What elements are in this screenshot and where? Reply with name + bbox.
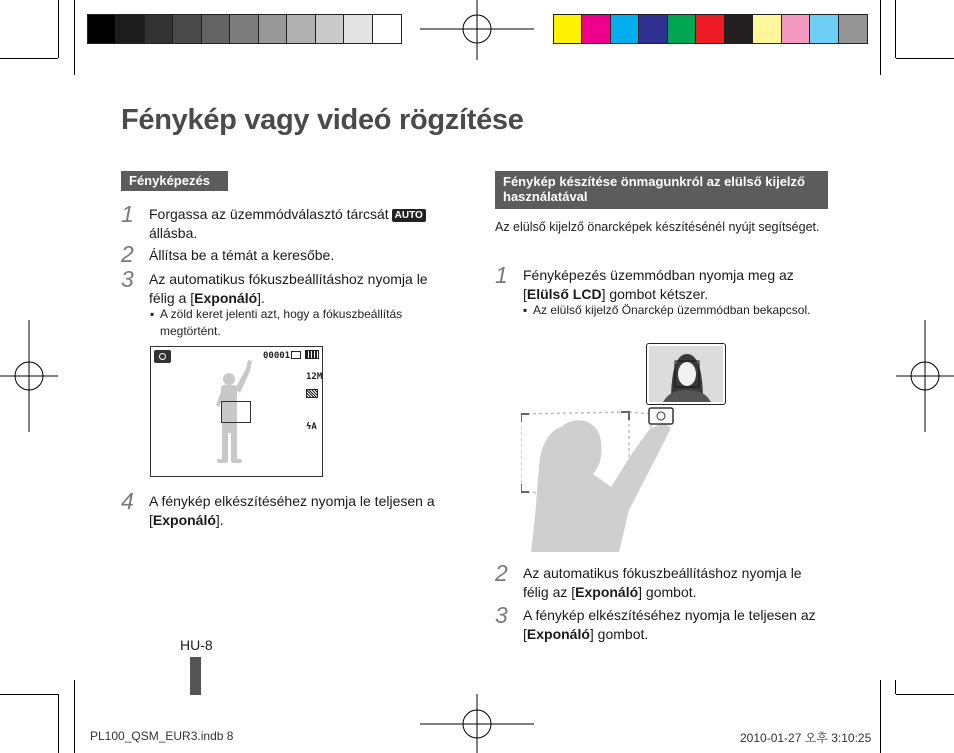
auto-mode-icon: AUTO <box>392 209 426 222</box>
gray-swatch <box>373 15 401 43</box>
gray-swatch <box>316 15 344 43</box>
step-number: 2 <box>495 560 508 586</box>
gray-swatch <box>145 15 173 43</box>
image-size-icon: 12M <box>306 372 323 382</box>
color-swatch <box>668 15 696 43</box>
step-number: 4 <box>121 488 134 514</box>
step-4-text: A fénykép elkészítéséhez nyomja le teljesen a [Exponáló]. <box>149 493 435 528</box>
grayscale-calibration-bar <box>87 14 402 44</box>
color-swatch <box>582 15 610 43</box>
color-calibration-bar <box>553 14 868 44</box>
selfportrait-face-preview <box>647 344 725 404</box>
focus-frame <box>221 401 251 423</box>
gray-swatch <box>344 15 372 43</box>
step-number: 3 <box>121 266 134 292</box>
step-3-text: Az automatikus fókuszbeállításhoz nyomja le félig a [Exponáló]. <box>149 271 428 306</box>
section-heading-selfportrait: Fénykép készítése önmagunkról az elülső kijelző használatával <box>495 171 828 209</box>
gray-swatch <box>116 15 144 43</box>
step-number: 1 <box>121 201 134 227</box>
color-swatch <box>725 15 753 43</box>
battery-icon <box>305 350 319 359</box>
gray-swatch <box>259 15 287 43</box>
step-1-text: Forgassa az üzemmódválasztó tárcsát AUTO állásba. <box>149 205 449 243</box>
bullet: ▪ <box>150 307 155 321</box>
color-swatch <box>782 15 810 43</box>
gray-swatch <box>88 15 116 43</box>
step-3-text: A fénykép elkészítéséhez nyomja le teljesen az [Exponáló] gombot. <box>523 607 816 642</box>
color-swatch <box>839 15 867 43</box>
footer-timestamp: 2010-01-27 오후 3:10:25 <box>740 731 872 745</box>
color-swatch <box>611 15 639 43</box>
color-swatch <box>639 15 667 43</box>
quality-icon <box>306 389 318 398</box>
section-intro: Az elülső kijelző önarcképek készítésénél nyújt segítséget. <box>495 220 820 234</box>
section-heading-photo: Fényképezés <box>121 171 228 191</box>
page-title: Fénykép vagy videó rögzítése <box>121 104 524 136</box>
footer-file-info: PL100_QSM_EUR3.indb 8 <box>90 729 234 743</box>
camera-screen-illustration <box>150 346 323 477</box>
flash-auto-icon: ϟA <box>306 422 317 432</box>
gray-swatch <box>287 15 315 43</box>
color-swatch <box>696 15 724 43</box>
front-lcd-preview <box>646 343 726 405</box>
color-swatch <box>810 15 838 43</box>
step-number: 2 <box>121 241 134 267</box>
step-2-text: Állítsa be a témát a keresőbe. <box>149 247 335 263</box>
step-number: 1 <box>495 262 508 288</box>
step-3-note: ▪ A zöld keret jelenti azt, hogy a fókuszbeállítás megtörtént. <box>150 307 403 338</box>
step-1-note: ▪ Az elülső kijelző Önarckép üzemmódban bekapcsol. <box>523 303 811 317</box>
step-2-text: Az automatikus fókuszbeállításhoz nyomja le félig az [Exponáló] gombot. <box>523 565 802 600</box>
page-number: HU-8 <box>180 637 213 653</box>
camera-mode-icon <box>154 350 171 363</box>
color-swatch <box>554 15 582 43</box>
step-1-text: Fényképezés üzemmódban nyomja meg az [Elülső LCD] gombot kétszer. <box>523 267 794 302</box>
gray-swatch <box>230 15 258 43</box>
section-tab-marker <box>190 657 201 695</box>
gray-swatch <box>202 15 230 43</box>
bullet: ▪ <box>523 303 528 317</box>
step-number: 3 <box>495 602 508 628</box>
gray-swatch <box>173 15 201 43</box>
memory-icon <box>291 351 301 359</box>
shot-counter: 00001 <box>263 351 291 361</box>
color-swatch <box>753 15 781 43</box>
